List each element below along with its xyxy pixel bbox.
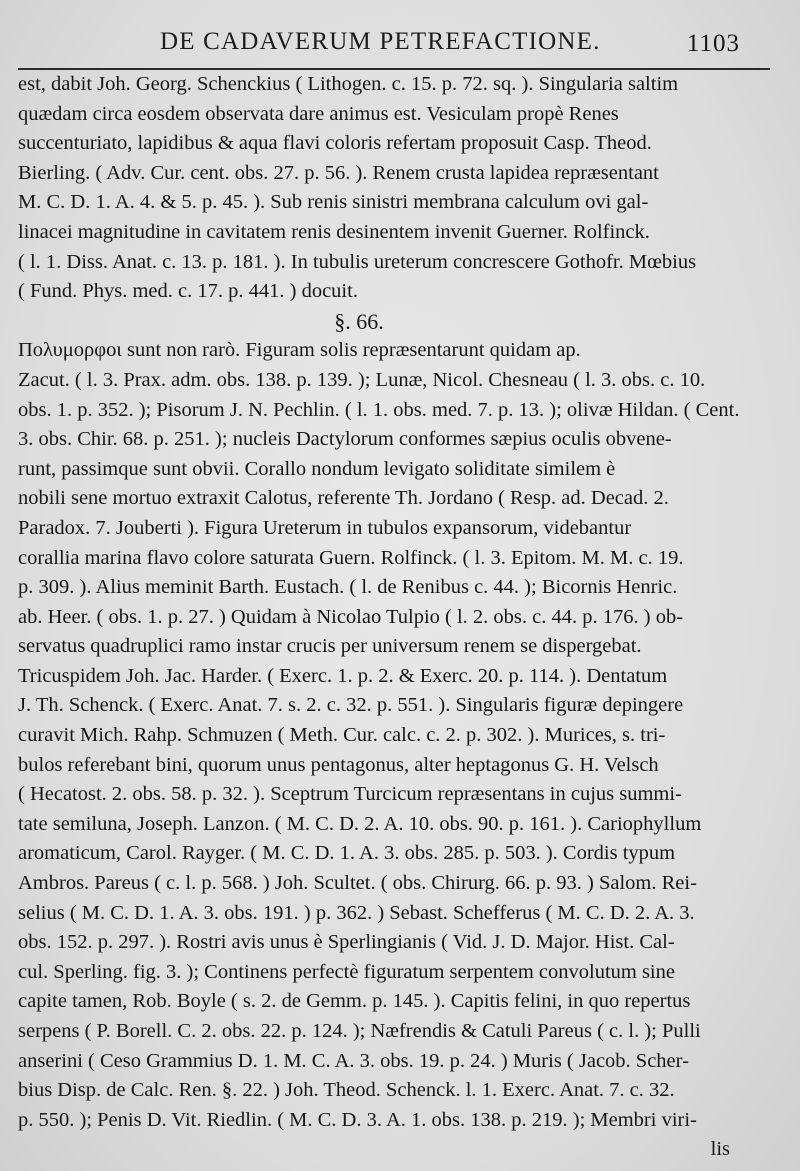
text-line: ( l. 1. Diss. Anat. c. 13. p. 181. ). In tubulis ureterum concrescere Gothofr. Mœbius — [18, 250, 697, 273]
text-line: anserini ( Ceso Grammius D. 1. M. C. A. 3. obs. 19. p. 24. ) Muris ( Jacob. Scher- — [18, 1049, 689, 1072]
text-line: Bierling. ( Adv. Cur. cent. obs. 27. p. 56. ). Renem crusta lapidea repræsentant — [18, 161, 659, 184]
text-line: obs. 152. p. 297. ). Rostri avis unus è Sperlingianis ( Vid. J. D. Major. Hist. Cal- — [18, 931, 675, 954]
last-word: lis — [710, 1138, 730, 1161]
text-line: p. 550. ); Penis D. Vit. Riedlin. ( M. C. D. 3. A. 1. obs. 138. p. 219. ); Membri viri- — [18, 1108, 697, 1131]
text-line: Zacut. ( l. 3. Prax. adm. obs. 138. p. 139. ); Lunæ, Nicol. Chesneau ( l. 3. obs. c. 10. — [18, 368, 706, 391]
section-heading: §. 66. — [334, 308, 384, 334]
text-line: serpens ( P. Borell. C. 2. obs. 22. p. 124. ); Næfrendis & Catuli Pareus ( c. l. ); Pulli — [18, 1020, 701, 1042]
text-line: succenturiato, lapidibus & aqua flavi coloris refertam proposuit Casp. Theod. — [18, 132, 652, 155]
text-line: bius Disp. de Calc. Ren. §. 22. ) Joh. Theod. Schenck. l. 1. Exerc. Anat. 7. c. 32. — [18, 1079, 675, 1102]
text-line: corallia marina flavo colore saturata Guern. Rolfinck. ( l. 3. Epitom. M. M. c. 19. — [18, 546, 684, 569]
text-line: Πολυμορφοι sunt non rarò. Figuram solis repræsentarunt quidam ap. — [18, 339, 581, 362]
text-line: p. 309. ). Alius meminit Barth. Eustach. ( l. de Renibus c. 44. ); Bicornis Henric. — [18, 576, 678, 599]
text-line: capite tamen, Rob. Boyle ( s. 2. de Gemm. p. 145. ). Capitis felini, in quo repertus — [18, 990, 691, 1013]
text-line: Paradox. 7. Jouberti ). Figura Ureterum in tubulos expansorum, videbantur — [18, 516, 632, 539]
page-number: 1103 — [686, 30, 740, 57]
text-line: Tricuspidem Joh. Jac. Harder. ( Exerc. 1. p. 2. & Exerc. 20. p. 114. ). Dentatum — [18, 664, 668, 687]
text-line: selius ( M. C. D. 1. A. 3. obs. 191. ) p. 362. ) Sebast. Schefferus ( M. C. D. 2. A. 3. — [18, 901, 695, 924]
text-line: quædam circa eosdem observata dare animus est. Vesiculam propè Renes — [18, 102, 619, 125]
page-header — [0, 22, 800, 66]
text-line: est, dabit Joh. Georg. Schenckius ( Lithogen. c. 15. p. 72. sq. ). Singularia saltim — [18, 73, 679, 95]
text-line: ( Fund. Phys. med. c. 17. p. 441. ) docuit. — [18, 280, 358, 303]
text-line: aromaticum, Carol. Rayger. ( M. C. D. 1. A. 3. obs. 285. p. 503. ). Cordis typum — [18, 842, 676, 865]
text-line: runt, passimque sunt obvii. Corallo nondum levigato soliditate similem è — [18, 457, 616, 480]
text-line: M. C. D. 1. A. 4. & 5. p. 45. ). Sub renis sinistri membrana calculum ovi gal- — [18, 191, 649, 214]
text-line: linacei magnitudine in cavitatem renis desinentem invenit Guerner. Rolfinck. — [18, 220, 650, 243]
text-line: bulos referebant bini, quorum unus pentagonus, alter heptagonus G. H. Velsch — [18, 753, 659, 776]
running-title: DE CADAVERUM PETREFACTIONE. — [160, 28, 601, 55]
text-line: ab. Heer. ( obs. 1. p. 27. ) Quidam à Nicolao Tulpio ( l. 2. obs. c. 44. p. 176. ) ob- — [18, 605, 684, 628]
text-line: nobili sene mortuo extraxit Calotus, referente Th. Jordano ( Resp. ad. Decad. 2. — [18, 487, 669, 510]
text-line: curavit Mich. Rahp. Schmuzen ( Meth. Cur. calc. c. 2. p. 302. ). Murices, s. tri- — [18, 724, 666, 747]
text-line: ( Hecatost. 2. obs. 58. p. 32. ). Sceptrum Turcicum repræsentans in cujus summi- — [18, 783, 682, 806]
text-line: Ambros. Pareus ( c. l. p. 568. ) Joh. Scultet. ( obs. Chirurg. 66. p. 93. ) Salom. Rei- — [18, 872, 697, 895]
body-text — [18, 70, 740, 1165]
text-line: servatus quadruplici ramo instar crucis per universum renem se dispergebat. — [18, 635, 642, 658]
text-line: tate semiluna, Joseph. Lanzon. ( M. C. D. 2. A. 10. obs. 90. p. 161. ). Cariophyllum — [18, 812, 702, 835]
text-line: cul. Sperling. fig. 3. ); Continens perfectè figuratum serpentem convolutum sine — [18, 960, 675, 983]
text-line: obs. 1. p. 352. ); Pisorum J. N. Pechlin. ( l. 1. obs. med. 7. p. 13. ); olivæ Hildan. ( Cent. — [18, 398, 740, 421]
text-line: J. Th. Schenck. ( Exerc. Anat. 7. s. 2. c. 32. p. 551. ). Singularis figuræ depingere — [18, 694, 684, 717]
text-line: 3. obs. Chir. 68. p. 251. ); nucleis Dactylorum conformes sæpius oculis obvene- — [18, 428, 672, 451]
